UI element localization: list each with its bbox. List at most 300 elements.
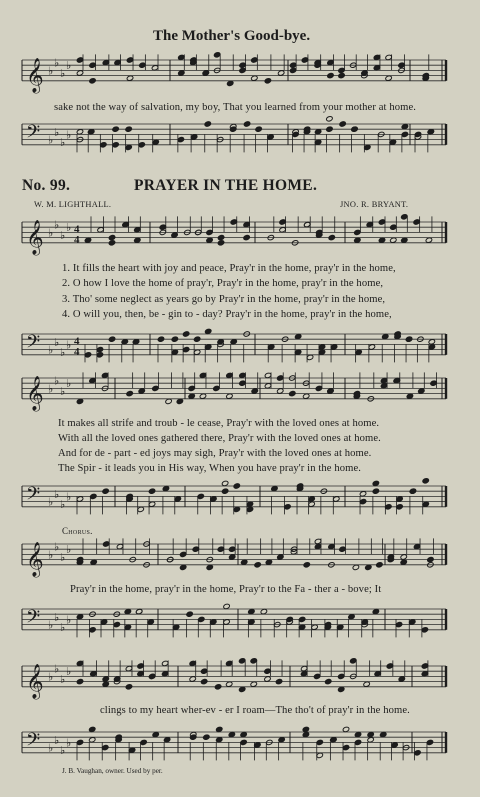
note-head bbox=[398, 676, 405, 682]
note-head bbox=[277, 554, 284, 560]
note-head bbox=[264, 668, 271, 674]
music-by-credit: JNO. R. BRYANT. bbox=[340, 200, 409, 209]
note-head bbox=[289, 390, 296, 396]
note-head bbox=[413, 219, 420, 225]
flat-icon: ♭ bbox=[48, 344, 54, 357]
note-head bbox=[216, 726, 223, 732]
note-head bbox=[125, 665, 132, 671]
note-head bbox=[367, 731, 374, 737]
note-head bbox=[373, 54, 380, 60]
note-head bbox=[228, 546, 235, 552]
note-head bbox=[264, 676, 271, 682]
note-head bbox=[148, 501, 155, 507]
note-head bbox=[126, 390, 133, 396]
note-head bbox=[271, 485, 278, 491]
note-head bbox=[189, 676, 196, 682]
note-head bbox=[355, 349, 362, 355]
note-head bbox=[206, 564, 213, 570]
note-head bbox=[134, 237, 141, 243]
note-head bbox=[135, 608, 142, 614]
note-head bbox=[314, 129, 321, 135]
note-head bbox=[314, 139, 321, 145]
note-head bbox=[172, 624, 179, 630]
note-head bbox=[76, 70, 83, 76]
note-head bbox=[216, 737, 223, 743]
note-head bbox=[96, 352, 103, 358]
flat-icon: ♭ bbox=[66, 222, 72, 235]
note-head bbox=[300, 671, 307, 677]
flat-icon: ♭ bbox=[66, 378, 72, 391]
note-head bbox=[230, 339, 237, 345]
note-head bbox=[193, 349, 200, 355]
note-head bbox=[354, 229, 361, 235]
note-head bbox=[390, 224, 397, 230]
note-head bbox=[260, 608, 267, 614]
flat-icon: ♭ bbox=[54, 488, 60, 501]
note-head bbox=[421, 663, 428, 669]
note-head bbox=[112, 126, 119, 132]
note-head bbox=[239, 62, 246, 68]
note-head bbox=[76, 496, 83, 502]
note-head bbox=[213, 385, 220, 391]
chorus-lyric-1: Pray'r in the home, pray'r in the home, Pray'r to the Fa - ther a - bove; It bbox=[70, 584, 382, 595]
note-head bbox=[396, 504, 403, 510]
note-head bbox=[214, 52, 221, 58]
note-head bbox=[226, 372, 233, 378]
note-head bbox=[89, 62, 96, 68]
flat-icon: ♭ bbox=[48, 742, 54, 755]
flat-icon: ♭ bbox=[48, 619, 54, 632]
note-head bbox=[354, 739, 361, 745]
previous-hymn-lyric: sake not the way of salvation, my boy, That you learned from your mother at home. bbox=[54, 102, 417, 113]
note-head bbox=[76, 398, 83, 404]
note-head bbox=[188, 385, 195, 391]
note-head bbox=[303, 393, 310, 399]
bass-clef-icon: 𝄢 bbox=[26, 331, 41, 357]
note-head bbox=[128, 747, 135, 753]
note-head bbox=[254, 742, 261, 748]
note-head bbox=[159, 224, 166, 230]
note-head bbox=[125, 126, 132, 132]
note-head bbox=[363, 681, 370, 687]
note-head bbox=[267, 134, 274, 140]
note-head bbox=[289, 62, 296, 68]
note-head bbox=[326, 116, 333, 122]
note-head bbox=[348, 614, 355, 620]
note-head bbox=[339, 546, 346, 552]
note-head bbox=[233, 506, 240, 512]
note-head bbox=[140, 739, 147, 745]
note-head bbox=[277, 70, 284, 76]
note-head bbox=[300, 665, 307, 671]
flat-icon: ♭ bbox=[66, 129, 72, 142]
note-head bbox=[210, 619, 217, 625]
note-head bbox=[199, 372, 206, 378]
note-head bbox=[316, 739, 323, 745]
staff-system-4-bass bbox=[0, 728, 480, 768]
note-head bbox=[241, 559, 248, 565]
note-head bbox=[298, 616, 305, 622]
note-head bbox=[401, 214, 408, 220]
verse-1-line-b: It makes all strife and troub - le cease, Pray'r with the loved ones at home. bbox=[58, 418, 380, 429]
note-head bbox=[90, 493, 97, 499]
note-head bbox=[250, 658, 257, 664]
flat-icon: ♭ bbox=[60, 386, 66, 398]
flat-icon: ♭ bbox=[60, 745, 66, 758]
note-head bbox=[398, 62, 405, 68]
bass-clef-icon: 𝄢 bbox=[26, 121, 41, 147]
flat-icon: ♭ bbox=[66, 666, 72, 679]
note-head bbox=[409, 619, 416, 625]
note-head bbox=[102, 676, 109, 682]
note-head bbox=[294, 349, 301, 355]
note-head bbox=[318, 349, 325, 355]
note-head bbox=[102, 681, 109, 687]
note-head bbox=[230, 219, 237, 225]
verse-2-line-a: 2. O how I love the home of pray'r, Pray'r in the home, pray'r in the home, bbox=[62, 278, 384, 289]
note-head bbox=[372, 488, 379, 494]
note-head bbox=[100, 619, 107, 625]
note-head bbox=[171, 349, 178, 355]
note-head bbox=[250, 681, 257, 687]
flat-icon: ♭ bbox=[54, 126, 60, 139]
note-head bbox=[89, 726, 96, 732]
note-head bbox=[352, 564, 359, 570]
note-head bbox=[354, 731, 361, 737]
note-head bbox=[380, 377, 387, 383]
note-head bbox=[298, 624, 305, 630]
note-head bbox=[378, 219, 385, 225]
flat-icon: ♭ bbox=[48, 549, 54, 562]
note-head bbox=[308, 501, 315, 507]
note-head bbox=[139, 62, 146, 68]
note-head bbox=[214, 684, 221, 690]
note-head bbox=[264, 78, 271, 84]
note-head bbox=[302, 726, 309, 732]
note-head bbox=[217, 240, 224, 246]
time-signature: 4 bbox=[74, 223, 80, 236]
note-head bbox=[337, 624, 344, 630]
flat-icon: ♭ bbox=[54, 734, 60, 747]
staff-system-2-treble bbox=[0, 374, 480, 414]
note-head bbox=[327, 388, 334, 394]
note-head bbox=[240, 739, 247, 745]
note-head bbox=[327, 59, 334, 65]
note-head bbox=[88, 129, 95, 135]
note-head bbox=[351, 126, 358, 132]
bass-clef-icon: 𝄢 bbox=[26, 729, 41, 755]
note-head bbox=[325, 678, 332, 684]
note-head bbox=[338, 686, 345, 692]
note-head bbox=[303, 562, 310, 568]
note-head bbox=[217, 234, 224, 240]
note-head bbox=[76, 739, 83, 745]
note-head bbox=[124, 624, 131, 630]
verse-3-line-b: And for de - part - ed joys may sigh, Pray'r with the loved ones at home. bbox=[58, 448, 372, 459]
note-head bbox=[268, 344, 275, 350]
note-head bbox=[396, 496, 403, 502]
note-head bbox=[243, 234, 250, 240]
note-head bbox=[284, 504, 291, 510]
note-head bbox=[364, 144, 371, 150]
note-head bbox=[418, 388, 425, 394]
note-head bbox=[190, 134, 197, 140]
note-head bbox=[294, 333, 301, 339]
note-head bbox=[89, 627, 96, 633]
note-head bbox=[76, 678, 83, 684]
note-head bbox=[210, 496, 217, 502]
note-head bbox=[385, 75, 392, 81]
note-head bbox=[161, 660, 168, 666]
note-head bbox=[121, 339, 128, 345]
note-head bbox=[226, 681, 233, 687]
note-head bbox=[314, 538, 321, 544]
note-head bbox=[277, 375, 284, 381]
note-head bbox=[90, 559, 97, 565]
note-head bbox=[89, 737, 96, 743]
note-head bbox=[84, 237, 91, 243]
note-head bbox=[421, 627, 428, 633]
flat-icon: ♭ bbox=[60, 68, 66, 80]
note-head bbox=[385, 54, 392, 60]
flat-icon: ♭ bbox=[54, 611, 60, 624]
time-signature: 4 bbox=[74, 233, 80, 246]
note-head bbox=[311, 624, 318, 630]
note-head bbox=[102, 744, 109, 750]
note-head bbox=[264, 383, 271, 389]
note-head bbox=[152, 139, 159, 145]
verse-3-line-a: 3. Tho' some neglect as years go by Pray'r in the home, pray'r in the home, bbox=[62, 294, 386, 305]
flat-icon: ♭ bbox=[48, 671, 54, 684]
note-head bbox=[113, 621, 120, 627]
note-head bbox=[223, 603, 230, 609]
note-head bbox=[226, 660, 233, 666]
note-head bbox=[114, 59, 121, 65]
note-head bbox=[240, 731, 247, 737]
note-head bbox=[400, 554, 407, 560]
note-head bbox=[186, 611, 193, 617]
hymn-number: No. 99. bbox=[22, 177, 71, 194]
note-head bbox=[376, 562, 383, 568]
note-head bbox=[409, 488, 416, 494]
staff-system-1-bass bbox=[0, 330, 480, 370]
note-head bbox=[126, 75, 133, 81]
note-head bbox=[84, 352, 91, 358]
note-head bbox=[330, 344, 337, 350]
note-head bbox=[176, 398, 183, 404]
note-head bbox=[239, 686, 246, 692]
flat-icon: ♭ bbox=[60, 674, 66, 686]
note-head bbox=[338, 673, 345, 679]
note-head bbox=[137, 506, 144, 512]
note-head bbox=[239, 380, 246, 386]
note-head bbox=[342, 744, 349, 750]
note-head bbox=[182, 346, 189, 352]
note-head bbox=[391, 742, 398, 748]
note-head bbox=[428, 344, 435, 350]
note-head bbox=[147, 619, 154, 625]
words-by-credit: W. M. LIGHTHALL. bbox=[34, 200, 112, 209]
note-head bbox=[265, 559, 272, 565]
note-head bbox=[162, 485, 169, 491]
note-head bbox=[316, 752, 323, 758]
flat-icon: ♭ bbox=[48, 65, 54, 78]
note-head bbox=[275, 678, 282, 684]
note-head bbox=[76, 660, 83, 666]
note-head bbox=[125, 144, 132, 150]
flat-icon: ♭ bbox=[66, 491, 72, 504]
note-head bbox=[192, 546, 199, 552]
note-head bbox=[103, 541, 110, 547]
note-head bbox=[152, 385, 159, 391]
note-head bbox=[199, 393, 206, 399]
note-head bbox=[414, 750, 421, 756]
note-head bbox=[401, 123, 408, 129]
note-head bbox=[248, 608, 255, 614]
note-head bbox=[174, 496, 181, 502]
note-head bbox=[188, 393, 195, 399]
note-head bbox=[171, 232, 178, 238]
flat-icon: ♭ bbox=[60, 622, 66, 635]
note-head bbox=[134, 227, 141, 233]
verse-2-line-b: With all the loved ones gathered there, Pray'r with the loved ones at home. bbox=[58, 433, 381, 444]
note-head bbox=[217, 546, 224, 552]
flat-icon: ♭ bbox=[60, 552, 66, 564]
flat-icon: ♭ bbox=[48, 134, 54, 147]
note-head bbox=[177, 136, 184, 142]
note-head bbox=[315, 385, 322, 391]
note-head bbox=[426, 739, 433, 745]
note-head bbox=[205, 328, 212, 334]
note-head bbox=[233, 483, 240, 489]
note-head bbox=[279, 227, 286, 233]
bass-clef-icon: 𝄢 bbox=[26, 483, 41, 509]
note-head bbox=[100, 142, 107, 148]
treble-clef-icon: 𝄞 bbox=[26, 541, 44, 577]
flat-icon: ♭ bbox=[66, 737, 72, 750]
note-head bbox=[372, 480, 379, 486]
note-head bbox=[380, 731, 387, 737]
note-head bbox=[359, 498, 366, 504]
note-head bbox=[152, 731, 159, 737]
note-head bbox=[138, 388, 145, 394]
staff-system-4-treble bbox=[0, 662, 480, 702]
note-head bbox=[178, 70, 185, 76]
flat-icon: ♭ bbox=[54, 57, 60, 70]
note-head bbox=[422, 478, 429, 484]
note-head bbox=[380, 383, 387, 389]
note-head bbox=[339, 121, 346, 127]
hymn-title: PRAYER IN THE HOME. bbox=[134, 177, 318, 194]
note-head bbox=[226, 393, 233, 399]
treble-clef-icon: 𝄞 bbox=[26, 57, 44, 93]
note-head bbox=[161, 671, 168, 677]
flat-icon: ♭ bbox=[60, 230, 66, 242]
note-head bbox=[366, 221, 373, 227]
note-head bbox=[393, 377, 400, 383]
note-head bbox=[382, 333, 389, 339]
note-head bbox=[151, 65, 158, 71]
note-head bbox=[206, 237, 213, 243]
flat-icon: ♭ bbox=[48, 496, 54, 509]
note-head bbox=[401, 237, 408, 243]
note-head bbox=[251, 57, 258, 63]
note-head bbox=[368, 344, 375, 350]
note-head bbox=[400, 559, 407, 565]
treble-clef-icon: 𝄞 bbox=[26, 663, 44, 699]
flat-icon: ♭ bbox=[66, 339, 72, 352]
note-head bbox=[102, 59, 109, 65]
note-head bbox=[178, 54, 185, 60]
note-head bbox=[389, 139, 396, 145]
note-head bbox=[89, 78, 96, 84]
note-head bbox=[180, 551, 187, 557]
note-head bbox=[277, 388, 284, 394]
note-head bbox=[90, 671, 97, 677]
note-head bbox=[251, 75, 258, 81]
note-head bbox=[373, 65, 380, 71]
note-head bbox=[246, 501, 253, 507]
note-head bbox=[182, 331, 189, 337]
time-signature: 4 bbox=[74, 345, 80, 358]
bass-clef-icon: 𝄢 bbox=[26, 606, 41, 632]
note-head bbox=[204, 121, 211, 127]
note-head bbox=[406, 393, 413, 399]
note-head bbox=[308, 496, 315, 502]
note-head bbox=[76, 614, 83, 620]
note-head bbox=[327, 72, 334, 78]
note-head bbox=[239, 658, 246, 664]
note-head bbox=[278, 737, 285, 743]
note-head bbox=[165, 398, 172, 404]
note-head bbox=[101, 372, 108, 378]
note-head bbox=[279, 219, 286, 225]
verse-4-line-a: 4. O will you, then, be - gin to - day? Pray'r in the home, pray'r in the home, bbox=[62, 309, 392, 320]
note-head bbox=[246, 506, 253, 512]
note-head bbox=[338, 72, 345, 78]
note-head bbox=[239, 372, 246, 378]
flat-icon: ♭ bbox=[66, 544, 72, 557]
note-head bbox=[125, 684, 132, 690]
staff-system-previous-bass bbox=[0, 120, 480, 160]
flat-icon: ♭ bbox=[54, 219, 60, 232]
note-head bbox=[228, 554, 235, 560]
note-head bbox=[116, 543, 123, 549]
note-head bbox=[421, 671, 428, 677]
note-head bbox=[112, 142, 119, 148]
note-head bbox=[197, 493, 204, 499]
flat-icon: ♭ bbox=[60, 137, 66, 150]
flat-icon: ♭ bbox=[54, 541, 60, 554]
note-head bbox=[313, 673, 320, 679]
note-head bbox=[390, 237, 397, 243]
note-head bbox=[372, 608, 379, 614]
note-head bbox=[365, 564, 372, 570]
note-head bbox=[108, 336, 115, 342]
note-head bbox=[206, 229, 213, 235]
flat-icon: ♭ bbox=[60, 347, 66, 360]
note-head bbox=[223, 619, 230, 625]
note-head bbox=[401, 131, 408, 137]
flat-icon: ♭ bbox=[60, 499, 66, 512]
staff-system-1-treble bbox=[0, 218, 480, 258]
note-head bbox=[318, 344, 325, 350]
note-head bbox=[221, 488, 228, 494]
note-head bbox=[163, 737, 170, 743]
note-head bbox=[430, 380, 437, 386]
note-head bbox=[425, 237, 432, 243]
note-head bbox=[255, 126, 262, 132]
